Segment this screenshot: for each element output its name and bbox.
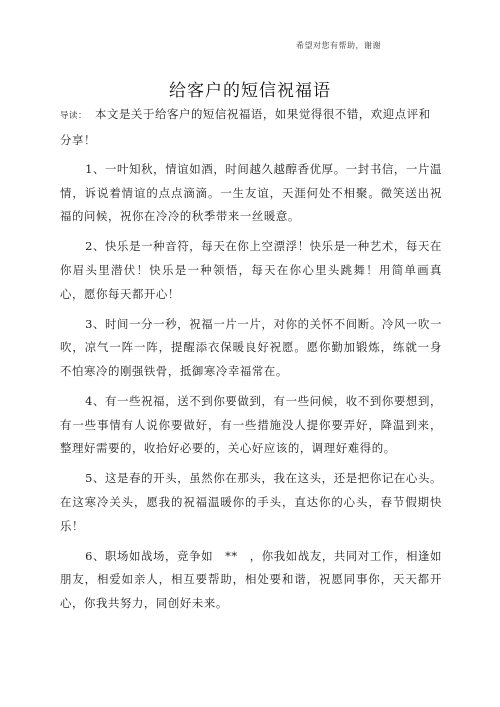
blessing-paragraph-4: 4、有一些祝福，送不到你要做到，有一些问候，收不到你要想到，有一些事情有人说你要做好，有一些措施没人提你要弄好，降温到来，整理好需要的，收拾好必要的，关心好应该的，调理好难得的。 — [60, 394, 442, 456]
document-body — [60, 103, 442, 622]
blessing-paragraph-2: 2、快乐是一种音符，每天在你上空漂浮！快乐是一种艺术，每天在你眉头里潜伏！快乐是一种领悟，每天在你心里头跳舞！用简单画真心，愿你每天都开心！ — [60, 239, 442, 301]
intro-paragraph — [60, 103, 442, 152]
blessing-paragraph-5: 5、这是春的开头，虽然你在那头，我在这头，还是把你记在心头。在这寒冷关头，愿我的祝福温暖你的手头，直达你的心头，春节假期快乐！ — [60, 471, 442, 533]
intro-label: 导读： — [60, 111, 88, 121]
document-title: 给客户的短信祝福语 — [169, 81, 331, 101]
blessing-paragraph-1: 1、一叶知秋，情谊如酒，时间越久越醇香优厚。一封书信，一片温情，诉说着情谊的点点滴滴。一生友谊，天涯何处不相聚。微笑送出祝福的问候，祝你在冷冷的秋季带来一丝暖意。 — [60, 162, 442, 224]
blessing-paragraph-6: 6、职场如战场，竞争如 ** ，你我如战友，共同对工作，相逢如朋友，相爱如亲人，相互要帮助，相处要和谐，祝愿同事你，天天都开心，你我共努力，同创好未来。 — [60, 548, 442, 610]
header-note: 希望对您有帮助，谢谢 — [296, 41, 381, 50]
blessing-paragraph-3: 3、时间一分一秒，祝福一片一片，对你的关怀不间断。冷风一吹一吹，凉气一阵一阵，提醒添衣保暖良好祝愿。愿你勤加锻炼，练就一身不怕寒冷的刚强铁骨，抵御寒冷幸福常在。 — [60, 316, 442, 378]
intro-text: 本文是关于给客户的短信祝福语，如果觉得很不错，欢迎点评和分享！ — [60, 107, 431, 147]
